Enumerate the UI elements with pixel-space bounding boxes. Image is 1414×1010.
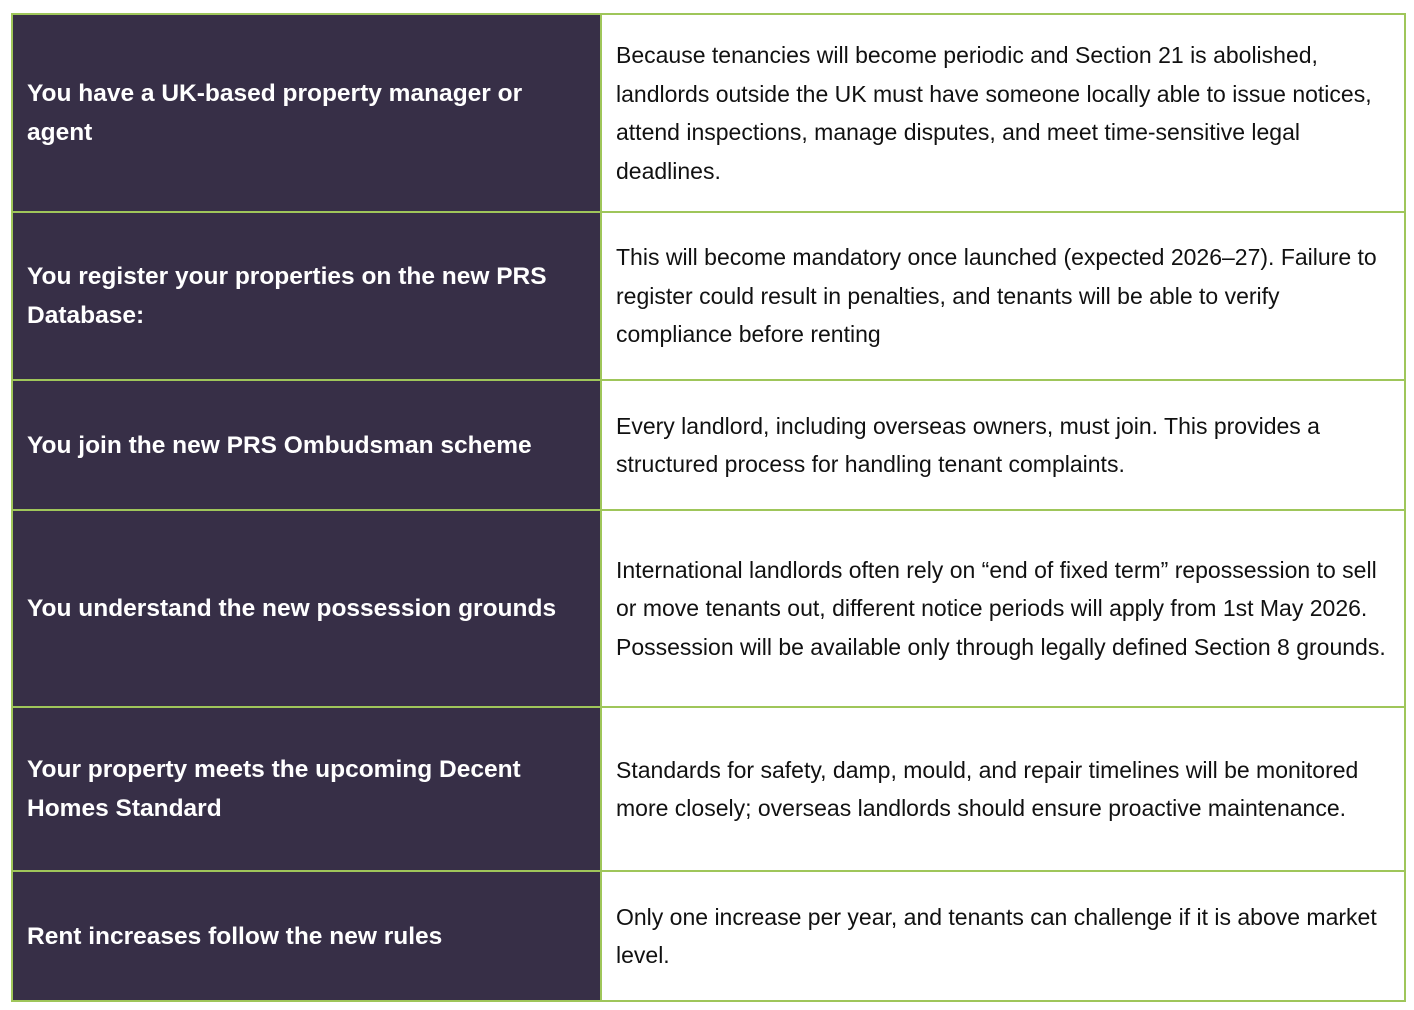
explanation-cell: Because tenancies will become periodic and Section 21 is abolished, landlords outside the UK must have someone locally able to issue notices, attend inspections, manage disputes, and meet time-sensitive legal deadlines.: [601, 14, 1405, 212]
table-row: [12, 14, 1405, 212]
requirement-cell: You register your properties on the new PRS Database:: [12, 212, 601, 380]
requirement-cell: You join the new PRS Ombudsman scheme: [12, 380, 601, 510]
requirement-cell: You have a UK-based property manager or agent: [12, 14, 601, 212]
table-row: [12, 212, 1405, 380]
explanation-cell: International landlords often rely on “end of fixed term” repossession to sell or move tenants out, different notice periods will apply from 1st May 2026. Possession will be available only through legally defined Section 8 grounds.: [601, 510, 1405, 707]
requirement-cell: Rent increases follow the new rules: [12, 871, 601, 1001]
explanation-cell: This will become mandatory once launched (expected 2026–27). Failure to register could result in penalties, and tenants will be able to verify compliance before renting: [601, 212, 1405, 380]
explanation-cell: Standards for safety, damp, mould, and repair timelines will be monitored more closely; overseas landlords should ensure proactive maintenance.: [601, 707, 1405, 871]
table-row: [12, 380, 1405, 510]
table-row: [12, 871, 1405, 1001]
explanation-cell: Only one increase per year, and tenants can challenge if it is above market level.: [601, 871, 1405, 1001]
explanation-cell: Every landlord, including overseas owners, must join. This provides a structured process for handling tenant complaints.: [601, 380, 1405, 510]
landlord-checklist-table: [11, 13, 1406, 1002]
table-row: [12, 707, 1405, 871]
requirement-cell: You understand the new possession grounds: [12, 510, 601, 707]
table-row: [12, 510, 1405, 707]
requirement-cell: Your property meets the upcoming Decent Homes Standard: [12, 707, 601, 871]
